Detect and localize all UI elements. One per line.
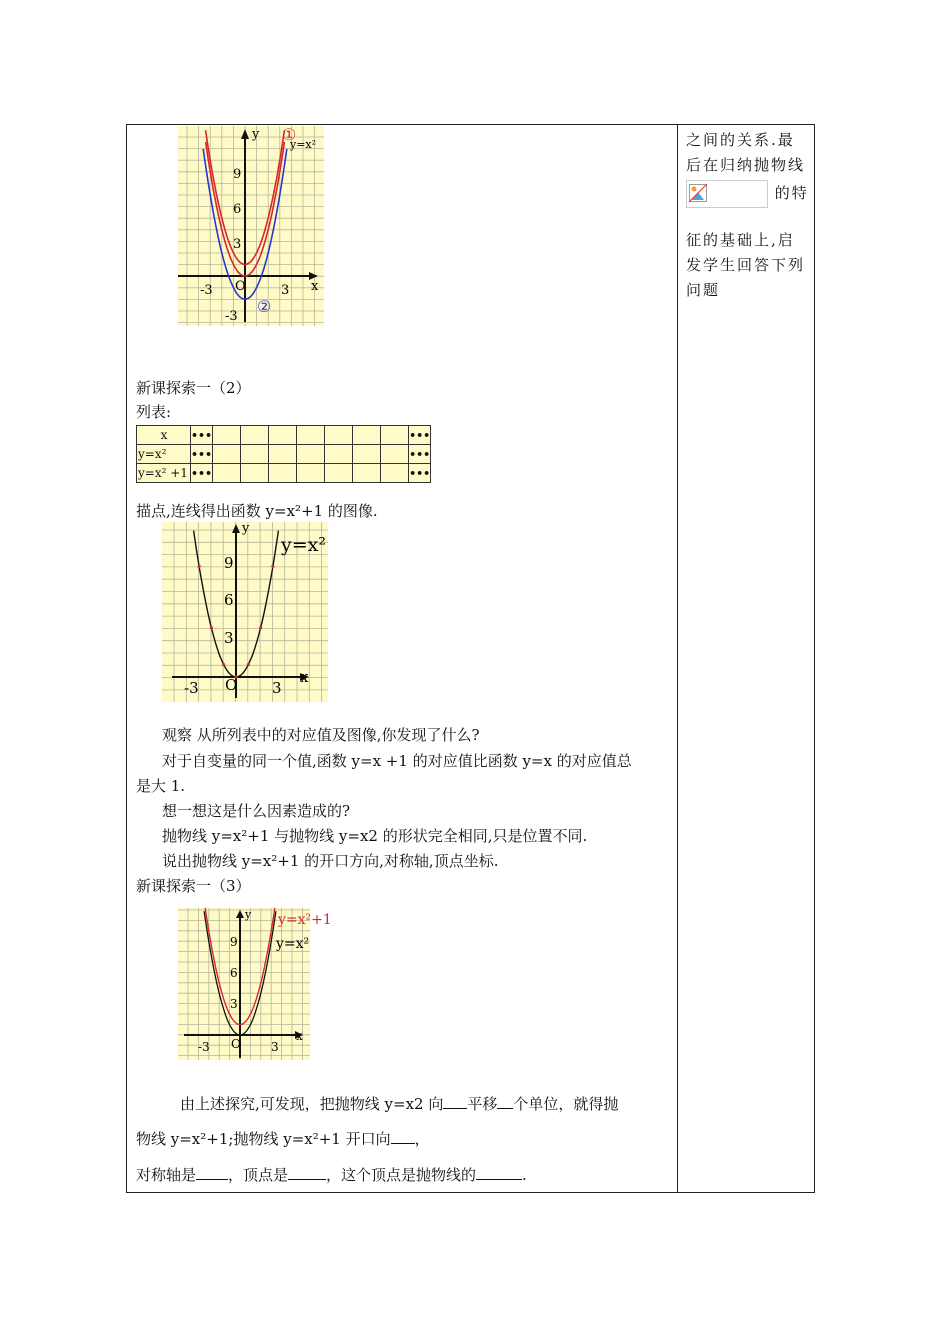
observe-paragraph: 说出抛物线 y=x²+1 的开口方向,对称轴,顶点坐标. — [162, 852, 499, 870]
y-tick-6: 6 — [230, 966, 238, 980]
observe-paragraph: 抛物线 y=x²+1 与抛物线 y=x2 的形状完全相同,只是位置不同. — [162, 827, 588, 845]
blank-opening[interactable] — [391, 1128, 415, 1144]
figure-parabolas-1 — [178, 126, 324, 326]
plot-point — [271, 565, 274, 568]
ellipsis-cell: ••• — [191, 426, 213, 445]
side-line: 发学生回答下列 — [686, 256, 806, 274]
y-axis-label: y — [245, 908, 252, 921]
x-axis-label: x — [296, 1029, 303, 1043]
table-row — [137, 445, 431, 464]
conclusion-text: 个单位，就得抛 — [513, 1095, 619, 1113]
y-tick-6: 6 — [224, 591, 234, 609]
row-label: x — [137, 426, 191, 445]
plot-point — [259, 626, 262, 629]
curve-label: y=x² — [281, 534, 326, 556]
plot-point — [198, 565, 201, 568]
curve-label: y=x² — [290, 138, 317, 151]
y-tick-6: 6 — [233, 202, 242, 217]
side-notes — [686, 128, 810, 303]
curve-2-marker: ② — [257, 297, 272, 316]
table-row — [137, 464, 431, 483]
section-title: 新课探索一（2） — [136, 379, 251, 397]
x-tick-neg3: -3 — [184, 679, 199, 697]
y-tick-3: 3 — [230, 997, 238, 1011]
y-tick-neg3: -3 — [225, 309, 238, 324]
figure-parabolas-3 — [178, 908, 332, 1060]
blank-direction[interactable] — [443, 1093, 467, 1109]
blank-axis[interactable] — [196, 1164, 228, 1180]
plot-instruction: 描点,连线得出函数 y=x²+1 的图像. — [136, 502, 378, 520]
x-tick-neg3: -3 — [200, 283, 213, 298]
plot-point — [222, 663, 225, 666]
table-row — [137, 426, 431, 445]
observe-paragraph: 是大 1. — [136, 777, 186, 795]
y-axis-label: y — [252, 127, 260, 142]
broken-image-icon — [686, 180, 768, 208]
conclusion-text: 由上述探究,可发现，把抛物线 y=x2 向 — [180, 1095, 444, 1113]
figure-parabola-2 — [162, 522, 328, 702]
list-label: 列表: — [136, 403, 172, 421]
ellipsis-cell: ••• — [409, 426, 431, 445]
column-divider — [677, 124, 678, 1193]
blank-vertex-type[interactable] — [476, 1164, 522, 1180]
x-axis-label: x — [311, 279, 319, 294]
curve-label-base: y=x² — [276, 936, 310, 952]
row-label: y=x² +1 — [137, 464, 191, 483]
observe-paragraph: 观察 从所列表中的对应值及图像,你发现了什么? — [162, 726, 480, 744]
conclusion-line-1 — [180, 1093, 618, 1114]
conclusion-line-3 — [136, 1164, 527, 1185]
side-line: 后在归纳抛物线 — [686, 156, 806, 174]
ellipsis-cell: ••• — [409, 445, 431, 464]
y-tick-3: 3 — [233, 237, 242, 252]
conclusion-text: ， — [414, 1130, 430, 1148]
value-table — [136, 425, 431, 483]
blank-units[interactable] — [497, 1093, 513, 1109]
conclusion-text: ，这个顶点是抛物线的 — [326, 1166, 477, 1184]
side-line: 征的基础上,启 — [686, 231, 795, 249]
ellipsis-cell: ••• — [191, 445, 213, 464]
plot-point — [247, 663, 250, 666]
ellipsis-cell: ••• — [191, 464, 213, 483]
curve-1-marker: ① — [282, 125, 297, 144]
observe-paragraph: 对于自变量的同一个值,函数 y=x +1 的对应值比函数 y=x 的对应值总 — [162, 752, 632, 770]
origin-label: O — [235, 279, 246, 294]
origin-label: O — [225, 676, 238, 694]
blank-vertex[interactable] — [288, 1164, 326, 1180]
side-line: 问题 — [686, 281, 721, 299]
y-tick-9: 9 — [230, 935, 238, 949]
x-tick-3: 3 — [281, 283, 290, 298]
conclusion-text: 平移 — [467, 1095, 498, 1113]
section-title: 新课探索一（3） — [136, 877, 251, 895]
y-tick-3: 3 — [224, 629, 234, 647]
ellipsis-cell: ••• — [409, 464, 431, 483]
curve-label-shifted: y=x²+1 — [278, 912, 332, 928]
conclusion-text: 物线 y=x²+1;抛物线 y=x²+1 开口向 — [136, 1130, 391, 1148]
y-tick-9: 9 — [224, 554, 234, 572]
x-axis-label: x — [300, 668, 309, 686]
x-tick-3: 3 — [272, 679, 282, 697]
row-label: y=x² — [137, 445, 191, 464]
side-line-inline: 的特 — [774, 184, 809, 202]
side-line — [686, 180, 810, 208]
observe-paragraph: 想一想这是什么因素造成的? — [162, 802, 351, 820]
conclusion-text: 对称轴是 — [136, 1166, 197, 1184]
x-tick-neg3: -3 — [198, 1040, 210, 1054]
side-line: 之间的关系.最 — [686, 131, 795, 149]
plot-point — [210, 626, 213, 629]
conclusion-text: ，顶点是 — [228, 1166, 289, 1184]
conclusion-line-2 — [136, 1128, 430, 1149]
conclusion-text: . — [522, 1166, 527, 1184]
y-tick-9: 9 — [233, 167, 242, 182]
y-axis-label: y — [242, 521, 250, 536]
x-tick-3: 3 — [271, 1040, 279, 1054]
origin-label: O — [231, 1037, 241, 1051]
